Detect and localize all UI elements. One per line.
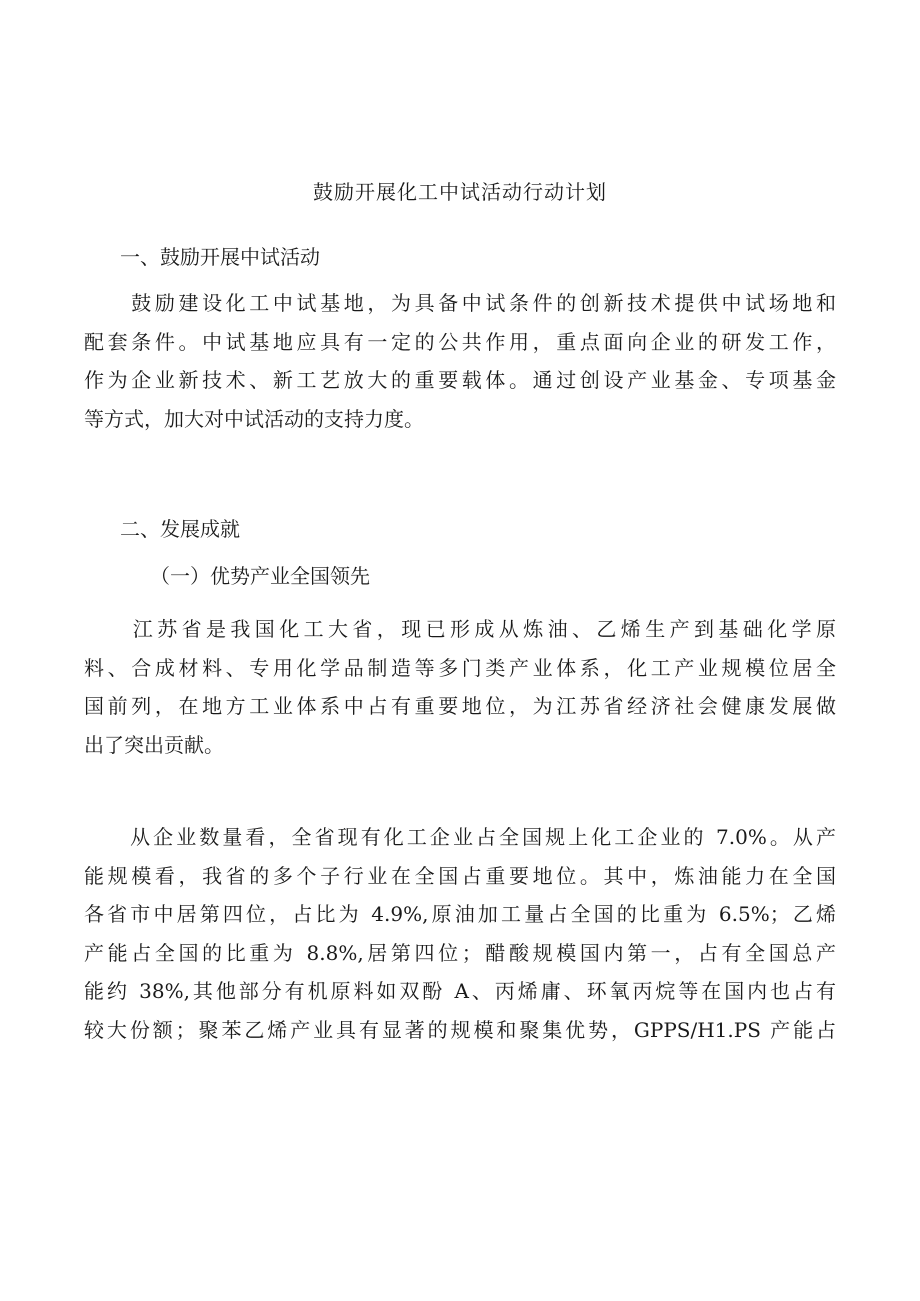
paragraph-line: 鼓励建设化工中试基地，为具备中试条件的创新技术提供中试场地和: [84, 291, 836, 315]
paragraph-line: 较大份额；聚苯乙烯产业具有显著的规模和聚集优势，GPPS/H1.PS 产能占: [84, 1017, 836, 1042]
paragraph-line: 出了突出贡献。: [84, 732, 224, 757]
section-heading-2: 二、发展成就: [120, 517, 240, 541]
paragraph-line: 产能占全国的比重为 8.8%,居第四位；醋酸规模国内第一，占有全国总产: [84, 940, 836, 965]
paragraph-line: 能规模看，我省的多个子行业在全国占重要地位。其中，炼油能力在全国: [84, 863, 836, 888]
paragraph-line: 各省市中居第四位，占比为 4.9%,原油加工量占全国的比重为 6.5%；乙烯: [84, 902, 836, 926]
paragraph-line: 料、合成材料、专用化学品制造等多门类产业体系，化工产业规模位居全: [84, 655, 836, 680]
subsection-heading-1: （一）优势产业全国领先: [150, 564, 370, 588]
paragraph-line: 从企业数量看，全省现有化工企业占全国规上化工企业的 7.0%。从产: [84, 825, 836, 849]
section1-paragraph: [84, 284, 836, 438]
document-title: 鼓励开展化工中试活动行动计划: [313, 180, 607, 204]
paragraph-line: 能约 38%,其他部分有机原料如双酚 A、丙烯庸、环氧丙烷等在国内也占有: [84, 979, 836, 1003]
paragraph-line: 国前列，在地方工业体系中占有重要地位，为江苏省经济社会健康发展做: [84, 694, 836, 718]
paragraph-line: 江苏省是我国化工大省，现已形成从炼油、乙烯生产到基础化学原: [84, 617, 836, 641]
subsection1-paragraph-2: [84, 818, 836, 1049]
paragraph-line: 等方式，加大对中试活动的支持力度。: [84, 406, 424, 431]
paragraph-line: 作为企业新技术、新工艺放大的重要载体。通过创设产业基金、专项基金: [84, 368, 836, 392]
subsection1-paragraph-1: [84, 610, 836, 764]
section-heading-1: 一、鼓励开展中试活动: [120, 245, 320, 269]
paragraph-line: 配套条件。中试基地应具有一定的公共作用，重点面向企业的研发工作，: [84, 329, 836, 354]
